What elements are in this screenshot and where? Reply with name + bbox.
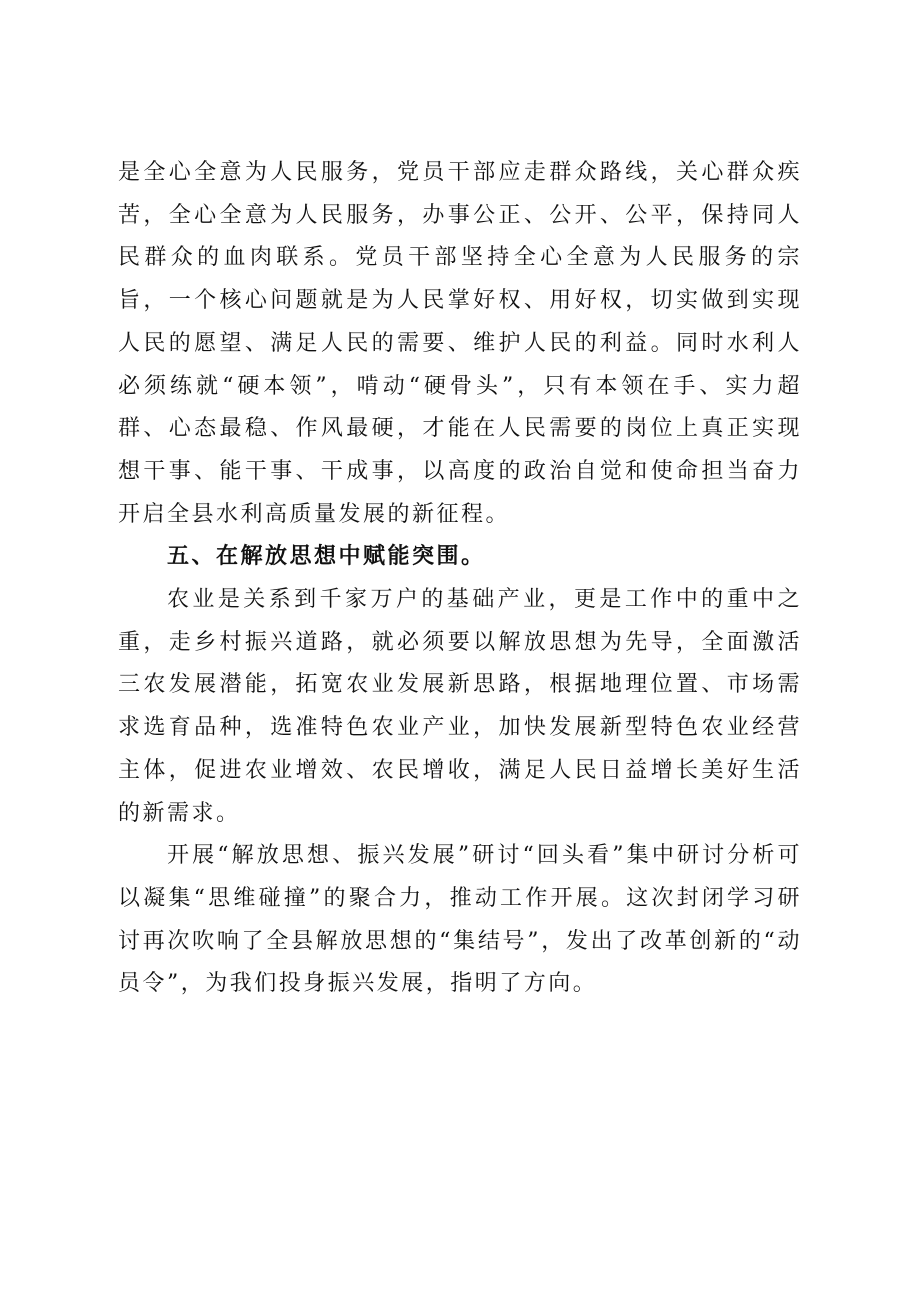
paragraph-agriculture: 农业是关系到千家万户的基础产业，更是工作中的重中之重，走乡村振兴道路，就必须要以解放思想为先导，全面激活三农发展潜能，拓宽农业发展新思路，根据地理位置、市场需求选育品种，选准特色农业产业，加快发展新型特色农业经营主体，促进农业增效、农民增收，满足人民日益增长美好生活的新需求。	[118, 587, 802, 826]
section-heading-5: 五、在解放思想中赋能突围。	[167, 544, 486, 570]
document-body	[118, 152, 802, 1006]
paragraph-continuation: 是全心全意为人民服务，党员干部应走群众路线，关心群众疾苦，全心全意为人民服务，办事公正、公开、公平，保持同人民群众的血肉联系。党员干部坚持全心全意为人民服务的宗旨，一个核心问题就是为人民掌好权、用好权，切实做到实现人民的愿望、满足人民的需要、维护人民的利益。同时水利人必须练就“硬本领”，啃动“硬骨头”，只有本领在手、实力超群、心态最稳、作风最硬，才能在人民需要的岗位上真正实现想干事、能干事、干成事，以高度的政治自觉和使命担当奋力开启全县水利高质量发展的新征程。	[118, 160, 802, 527]
paragraph-seminar: 开展“解放思想、振兴发展”研讨“回头看”集中研讨分析可以凝集“思维碰撞”的聚合力，推动工作开展。这次封闭学习研讨再次吹响了全县解放思想的“集结号”，发出了改革创新的“动员令”，为我们投身振兴发展，指明了方向。	[118, 843, 802, 997]
